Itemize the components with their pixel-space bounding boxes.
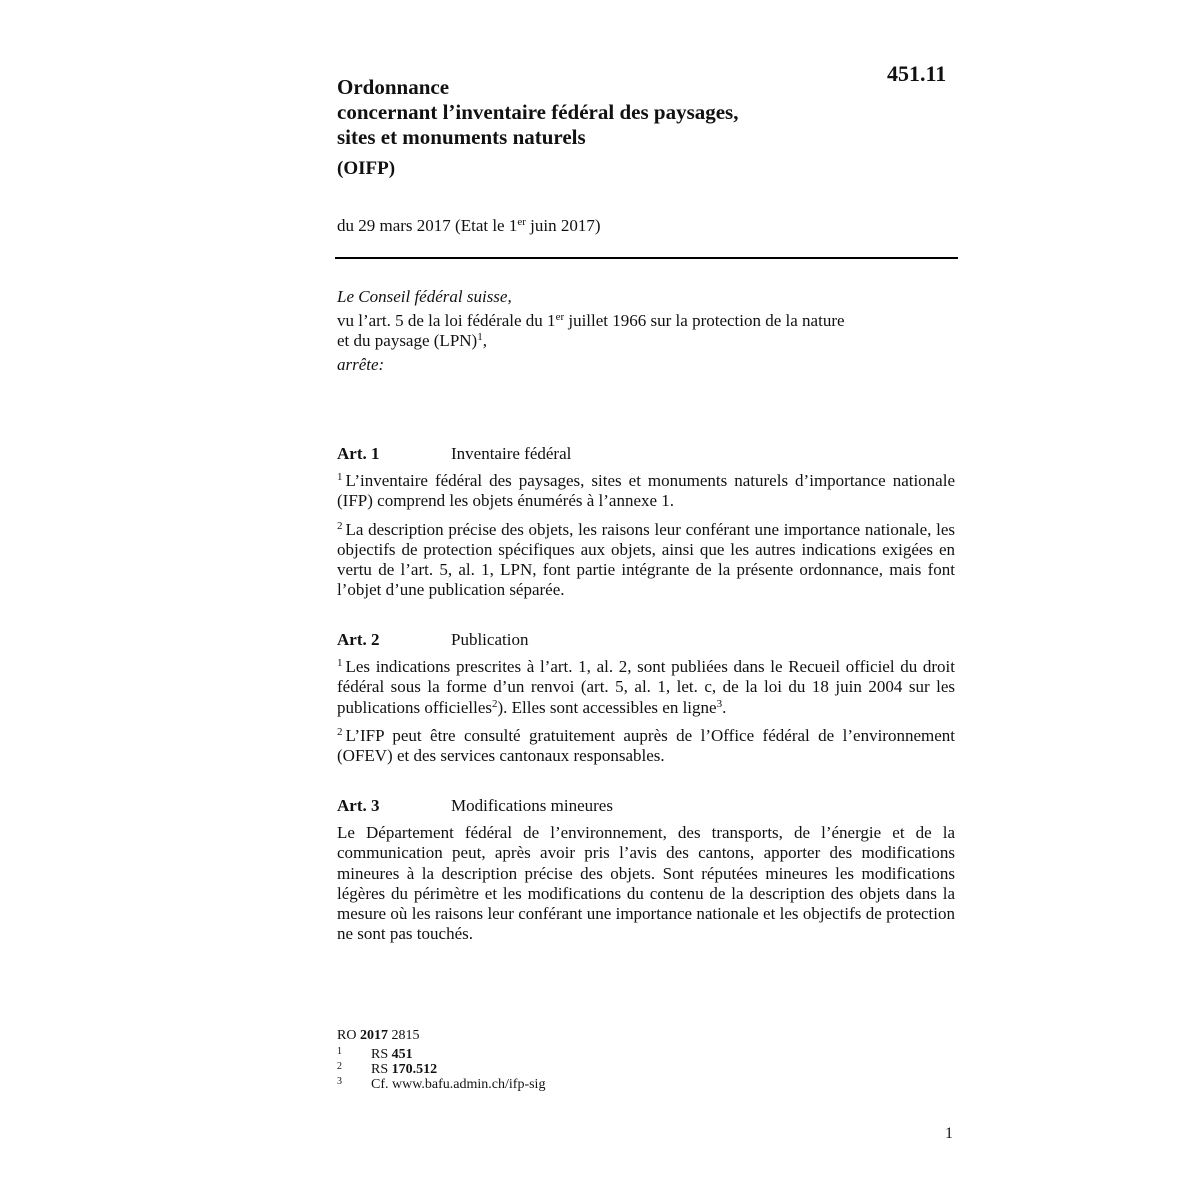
- ro-page: 2815: [387, 1028, 420, 1043]
- footnote-item: [337, 1047, 419, 1062]
- preamble-decree: arrête:: [337, 355, 385, 374]
- footnote-bold: 451: [391, 1047, 413, 1062]
- article-paragraph: Le Département fédéral de l’environnement, des transports, de l’énergie et de la communication peut, après avoir pris l’avis des cantons, apporter des modifications mineures à la description précise des objets. Sont réputées mineures les modifications légères du périmètre et les modifications du contenu de la description des objets dans la mesure où les raisons leur conférant une importance nationale et les objectifs de protection ne sont pas touchés.: [337, 823, 955, 944]
- article-1: [337, 444, 955, 609]
- preamble-basis-line: [337, 331, 957, 351]
- paragraph-text: Les indications prescrites à l’art. 1, al. 2, sont publiées dans le Recueil officiel du droit fédéral sous la forme d’un renvoi (art. 5, al. 1, let. c, de la loi du 18 juin 2004 sur les publications officielles: [337, 657, 955, 717]
- paragraph-number: 2: [337, 519, 343, 532]
- article-number: Art. 1: [337, 444, 380, 463]
- basis-superscript: er: [555, 311, 565, 323]
- date-prefix: du 29 mars 2017 (Etat le 1: [337, 216, 518, 235]
- ordinance-title: [337, 75, 857, 181]
- paragraph-text: La description précise des objets, les raisons leur conférant une importance nationale, les objectifs de protection spécifiques aux objets, ainsi que les autres indications exigées en vertu de l’art. 5, al. 1, LPN, font partie intégrante de la présente ordonnance, mais font l’objet d’une publication séparée.: [337, 519, 955, 600]
- article-heading: [337, 796, 955, 816]
- footnote-mark: 1: [337, 1046, 342, 1057]
- footnote-link[interactable]: Cf. www.bafu.admin.ch/ifp-sig: [371, 1077, 546, 1092]
- footnote-ref[interactable]: 2: [492, 697, 498, 710]
- page-number: 1: [945, 1125, 953, 1142]
- article-heading: [337, 630, 955, 650]
- paragraph-text: ). Elles sont accessibles en ligne: [497, 697, 717, 717]
- article-number: Art. 3: [337, 796, 380, 815]
- basis-text: juillet 1966 sur la protection de la nature: [564, 311, 845, 330]
- article-number: Art. 2: [337, 630, 380, 649]
- article-paragraph: [337, 471, 955, 512]
- article-paragraph: [337, 726, 955, 767]
- footnote-text: [371, 1062, 437, 1078]
- title-line: concernant l’inventaire fédéral des paysages,: [337, 100, 739, 124]
- ro-reference: [337, 1028, 419, 1044]
- paragraph-number: 1: [337, 657, 343, 669]
- article-title: Modifications mineures: [451, 796, 613, 815]
- preamble-basis-line: [337, 311, 957, 331]
- article-title: Publication: [451, 630, 529, 649]
- article-2: [337, 630, 955, 774]
- footnotes: [337, 1028, 546, 1092]
- basis-text: vu l’art. 5 de la loi fédérale du 1: [337, 311, 556, 330]
- ordinance-date: [337, 216, 601, 236]
- footnote-item: [337, 1061, 438, 1077]
- preamble-authority: Le Conseil fédéral suisse,: [337, 287, 512, 306]
- title-line: sites et monuments naturels: [337, 125, 586, 149]
- preamble: [337, 287, 957, 379]
- footnote-mark: 3: [337, 1076, 342, 1087]
- article-title: Inventaire fédéral: [451, 444, 572, 463]
- article-heading: [337, 444, 955, 464]
- footnote-prefix: RS: [371, 1047, 392, 1062]
- footnote-item: [337, 1076, 546, 1092]
- paragraph-text: L’IFP peut être consulté gratuitement auprès de l’Office fédéral de l’environnement (OFEV) et des services cantonaux responsables.: [337, 725, 955, 766]
- title-abbreviation: (OIFP): [337, 158, 396, 179]
- basis-text: ,: [482, 331, 487, 350]
- ro-year: 2017: [359, 1028, 388, 1043]
- paragraph-number: 2: [337, 725, 343, 738]
- footnote-prefix: RS: [371, 1062, 392, 1077]
- paragraph-number: 1: [337, 471, 343, 483]
- paragraph-text: .: [722, 697, 727, 717]
- date-superscript: er: [517, 216, 526, 228]
- footnote-ref[interactable]: 3: [716, 697, 723, 710]
- footnote-mark: 2: [337, 1061, 342, 1072]
- date-suffix: juin 2017): [525, 216, 601, 235]
- paragraph-text: L’inventaire fédéral des paysages, sites et monuments naturels d’importance nationale (IFP) comprend les objets énumérés à l’annexe 1.: [337, 471, 955, 511]
- article-paragraph: [337, 657, 955, 718]
- footnote-text[interactable]: [371, 1077, 545, 1093]
- sr-number: 451.11: [887, 61, 947, 86]
- footnote-text: [371, 1047, 413, 1063]
- title-rule: [335, 257, 958, 259]
- ro-prefix: RO: [337, 1028, 360, 1043]
- footnote-bold: 170.512: [391, 1062, 438, 1077]
- basis-text: et du paysage (LPN): [337, 331, 478, 350]
- article-paragraph: [337, 520, 955, 601]
- title-line: Ordonnance: [337, 75, 450, 99]
- footnote-ref[interactable]: 1: [477, 331, 483, 343]
- article-3: [337, 796, 955, 953]
